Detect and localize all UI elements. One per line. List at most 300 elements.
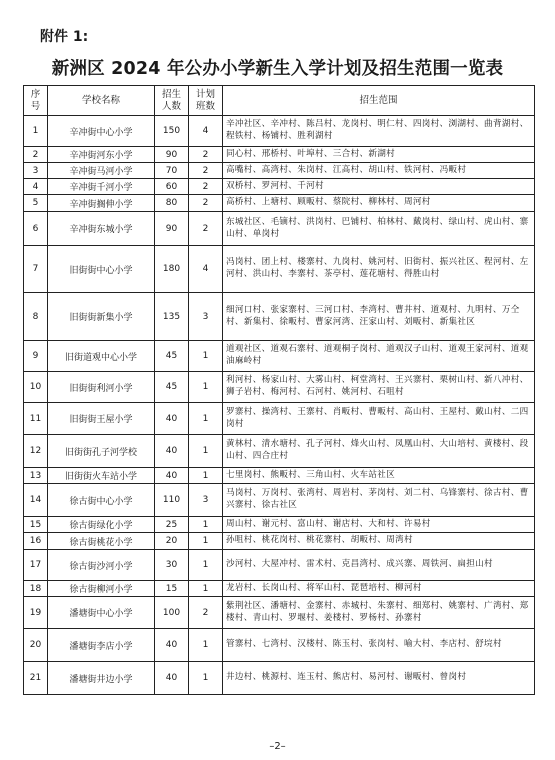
village-list xyxy=(226,559,493,569)
village-name: 细河口村 xyxy=(226,304,262,315)
village-name: 罗寨村 xyxy=(226,406,253,417)
row-number: 18 xyxy=(24,581,48,597)
row-number: 8 xyxy=(24,293,48,341)
village-name: 冯岗村 xyxy=(226,257,253,268)
village-name: 、 程铁村 xyxy=(226,119,529,141)
village-list xyxy=(226,197,431,207)
village-list xyxy=(226,672,466,682)
student-count: 30 xyxy=(155,550,189,581)
village-name: 双桥村 xyxy=(226,180,253,191)
village-name: 、 刘二村 xyxy=(395,488,431,498)
village-list xyxy=(226,375,529,397)
class-count: 2 xyxy=(189,212,223,246)
village-name: 、 道观王家河村 xyxy=(440,344,502,354)
village-name: 、 姜楼村 xyxy=(315,613,351,623)
row-number: 17 xyxy=(24,550,48,581)
village-list xyxy=(226,407,529,429)
village-name: 、 张湾村 xyxy=(288,488,324,498)
village-list xyxy=(226,149,395,159)
village-name: 、 三合村 xyxy=(324,149,360,159)
class-count: 1 xyxy=(189,550,223,581)
village-name: 、 细郑村 xyxy=(404,601,440,611)
class-count: 1 xyxy=(189,581,223,597)
class-count: 1 xyxy=(189,403,223,435)
village-name: 、 戴山村 xyxy=(466,407,502,417)
village-name: 、 胜利湖村 xyxy=(288,131,332,141)
student-count: 180 xyxy=(155,246,189,293)
village-name: 、 曹兴寨村 xyxy=(226,488,529,510)
row-number: 11 xyxy=(24,403,48,435)
village-name: 、 三角山村 xyxy=(297,470,341,480)
table-row xyxy=(24,293,535,341)
school-name: 徐古街中心小学 xyxy=(48,484,155,517)
village-name: 、 曾岗村 xyxy=(431,672,467,682)
header-students-line1: 招生 xyxy=(161,88,181,100)
village-name: 、 茅岗村 xyxy=(359,488,395,498)
village-name: 、 刘畈村 xyxy=(395,317,431,327)
table-row xyxy=(24,212,535,246)
village-name: 、 青山村 xyxy=(244,613,280,623)
village-name: 、 大雾山村 xyxy=(297,375,341,385)
header-range: 招生范围 xyxy=(223,86,535,116)
village-name: 道观社区 xyxy=(226,344,262,355)
village-name: 、 李寨村 xyxy=(279,269,315,279)
village-name: 、 桃花岗村 xyxy=(253,535,297,545)
village-name: 、 李湾村 xyxy=(351,305,387,315)
village-name: 、 道观桐子岗村 xyxy=(315,344,377,354)
school-name: 辛冲街东城小学 xyxy=(48,212,155,246)
student-count: 135 xyxy=(155,293,189,341)
class-count: 2 xyxy=(189,147,223,163)
village-name: 、 振兴社区 xyxy=(431,257,475,267)
village-name: 、 明仁村 xyxy=(368,119,404,129)
row-number: 19 xyxy=(24,597,48,629)
student-count: 60 xyxy=(155,179,189,195)
village-name: 、 谢店村 xyxy=(324,519,360,529)
village-list xyxy=(226,119,529,141)
village-name: 、 孔子河村 xyxy=(297,439,341,449)
village-name: 、 朱寨村 xyxy=(368,601,404,611)
village-name: 、 冯畈村 xyxy=(431,165,467,175)
header-students-line2: 人数 xyxy=(161,100,181,112)
table-row xyxy=(24,484,535,517)
class-count: 1 xyxy=(189,341,223,372)
village-list xyxy=(226,639,502,649)
village-name: 、 熊畈村 xyxy=(262,470,298,480)
village-name: 、 柳林村 xyxy=(359,197,395,207)
student-count: 90 xyxy=(155,212,189,246)
village-name: 、 罗堰村 xyxy=(279,613,315,623)
student-count: 40 xyxy=(155,435,189,468)
village-name: 、 大山培村 xyxy=(431,439,475,449)
village-name: 、 江高村 xyxy=(324,165,360,175)
class-count: 2 xyxy=(189,597,223,629)
village-name: 、 巴铺村 xyxy=(333,217,369,227)
admission-range xyxy=(223,484,535,517)
student-count: 40 xyxy=(155,468,189,484)
admission-range xyxy=(223,629,535,662)
village-name: 、 王兴寨村 xyxy=(386,375,430,385)
student-count: 45 xyxy=(155,341,189,372)
admission-range xyxy=(223,212,535,246)
village-name: 、 道观村 xyxy=(422,305,458,315)
student-count: 90 xyxy=(155,147,189,163)
village-list xyxy=(226,601,529,623)
school-name: 辛冲街马河小学 xyxy=(48,163,155,179)
village-name: 、 扁担山村 xyxy=(448,559,492,569)
village-name: 、 辛冲村 xyxy=(262,119,298,129)
village-name: 、 长岗山村 xyxy=(253,583,297,593)
attachment-label: 附件 1: xyxy=(40,29,89,45)
village-name: 、 孙寨村 xyxy=(386,613,422,623)
school-name: 旧街街火车站小学 xyxy=(48,468,155,484)
village-name: 、 喻大村 xyxy=(395,639,431,649)
village-name: 、 四岗村 xyxy=(404,119,440,129)
village-name: 、 周河村 xyxy=(395,197,431,207)
row-number: 20 xyxy=(24,629,48,662)
admission-range xyxy=(223,662,535,695)
village-name: 、 杨家山村 xyxy=(253,375,297,385)
admission-range xyxy=(223,293,535,341)
village-name: 、 万仝村 xyxy=(226,305,520,327)
school-name: 辛冲街千河小学 xyxy=(48,179,155,195)
header-students xyxy=(155,86,189,116)
village-list xyxy=(226,470,395,480)
student-count: 40 xyxy=(155,403,189,435)
admission-range xyxy=(223,403,535,435)
village-name: 、 上塘村 xyxy=(253,197,289,207)
village-name: 、 王屋村 xyxy=(431,407,467,417)
table-row xyxy=(24,403,535,435)
row-number: 1 xyxy=(24,116,48,147)
village-name: 、 绿山村 xyxy=(440,217,476,227)
village-name: 孙咀村 xyxy=(226,535,253,546)
school-name: 徐古街沙河小学 xyxy=(48,550,155,581)
header-row xyxy=(24,86,535,116)
village-name: 、 龙岗村 xyxy=(333,119,369,129)
admission-range xyxy=(223,195,535,212)
village-name: 、 杨铺村 xyxy=(253,131,289,141)
village-name: 、 金寨村 xyxy=(297,601,333,611)
village-name: 高嘴村 xyxy=(226,164,253,175)
admission-range xyxy=(223,533,535,550)
village-name: 、 浏湖村 xyxy=(440,119,476,129)
school-name: 辛冲街搁伸小学 xyxy=(48,195,155,212)
village-name: 紫荆社区 xyxy=(226,600,262,611)
village-name: 、 桃花寨村 xyxy=(297,535,341,545)
table-row xyxy=(24,662,535,695)
table-row xyxy=(24,581,535,597)
row-number: 4 xyxy=(24,179,48,195)
village-name: 、 周铁河 xyxy=(413,559,449,569)
admission-range xyxy=(223,341,535,372)
village-name: 东城社区 xyxy=(226,216,262,227)
village-name: 、 熊店村 xyxy=(324,672,360,682)
village-name: 、 柯堂湾村 xyxy=(342,375,386,385)
village-list xyxy=(226,165,466,175)
student-count: 25 xyxy=(155,517,189,533)
village-name: 、 姚寨村 xyxy=(440,601,476,611)
admission-range xyxy=(223,517,535,533)
school-name: 辛冲街河东小学 xyxy=(48,147,155,163)
village-list xyxy=(226,181,324,191)
village-name: 同心村 xyxy=(226,148,253,159)
village-name: 、 陈玉村 xyxy=(324,639,360,649)
student-count: 40 xyxy=(155,629,189,662)
village-name: 黄林村 xyxy=(226,439,253,450)
village-name: 、 周湾村 xyxy=(377,535,413,545)
student-count: 15 xyxy=(155,581,189,597)
village-name: 、 虎山村 xyxy=(475,217,511,227)
table-row xyxy=(24,468,535,484)
village-name: 、 许易村 xyxy=(395,519,431,529)
village-name: 、 团上村 xyxy=(253,257,289,267)
village-name: 、 徐古村 xyxy=(475,488,511,498)
student-count: 110 xyxy=(155,484,189,517)
village-name: 、 谢畈村 xyxy=(395,672,431,682)
school-name: 辛冲街中心小学 xyxy=(48,116,155,147)
school-name: 徐古街柳河小学 xyxy=(48,581,155,597)
village-name: 利河村 xyxy=(226,375,253,386)
village-name: 、 陈吕村 xyxy=(297,119,333,129)
village-name: 、 徐古社区 xyxy=(253,500,297,510)
village-name: 、 桃源村 xyxy=(253,672,289,682)
class-count: 4 xyxy=(189,246,223,293)
table-row xyxy=(24,246,535,293)
village-name: 、 毛镝村 xyxy=(262,217,298,227)
admission-range xyxy=(223,468,535,484)
village-name: 、 新集社区 xyxy=(431,317,475,327)
class-count: 1 xyxy=(189,372,223,403)
admission-range xyxy=(223,581,535,597)
village-name: 、 寨山村 xyxy=(226,217,529,239)
village-name: 、 三河口村 xyxy=(306,305,350,315)
row-number: 10 xyxy=(24,372,48,403)
village-name: 、 朱岗村 xyxy=(288,165,324,175)
village-name: 、 汉楼村 xyxy=(288,639,324,649)
row-number: 16 xyxy=(24,533,48,550)
village-name: 、 曹家河湾 xyxy=(306,317,350,327)
village-name: 、 潘塘村 xyxy=(262,601,298,611)
village-name: 沙河村 xyxy=(226,559,253,570)
village-name: 、 曹井村 xyxy=(386,305,422,315)
village-name: 、 胡山村 xyxy=(359,165,395,175)
village-name: 、 新八冲村 xyxy=(475,375,519,385)
admission-range xyxy=(223,435,535,468)
village-name: 、 段山村 xyxy=(226,439,529,461)
table-row xyxy=(24,147,535,163)
header-no xyxy=(24,86,48,116)
village-name: 、 周岩村 xyxy=(324,488,360,498)
table-row xyxy=(24,597,535,629)
village-name: 、 肖畈村 xyxy=(324,407,360,417)
header-classes-line2: 班数 xyxy=(195,100,215,112)
village-name: 、 蔡院村 xyxy=(324,197,360,207)
school-name: 潘塘街李店小学 xyxy=(48,629,155,662)
village-name: 、 姚河村 xyxy=(333,387,369,397)
village-name: 、 胡畈村 xyxy=(342,535,378,545)
table-row xyxy=(24,550,535,581)
school-name: 旧街街孔子河学校 xyxy=(48,435,155,468)
village-name: 、 左河村 xyxy=(226,257,529,279)
village-name: 、 七湾村 xyxy=(253,639,289,649)
village-name: 、 梅河村 xyxy=(262,387,298,397)
village-name: 、 连玉村 xyxy=(288,672,324,682)
header-no-line1: 序 xyxy=(30,88,41,100)
village-name: 、 郑楼村 xyxy=(226,601,529,623)
village-list xyxy=(226,535,413,545)
admission-range xyxy=(223,163,535,179)
row-number: 7 xyxy=(24,246,48,293)
admission-range xyxy=(223,372,535,403)
document-title: 新洲区 2024 年公办小学新生入学计划及招生范围一览表 xyxy=(51,59,504,79)
admission-range xyxy=(223,179,535,195)
village-name: 、 顾畈村 xyxy=(288,197,324,207)
village-name: 、 道观油麻岭村 xyxy=(226,344,529,366)
village-name: 周山村 xyxy=(226,518,253,529)
class-count: 1 xyxy=(189,517,223,533)
village-name: 、 操湾村 xyxy=(253,407,289,417)
school-name: 旧街街利河小学 xyxy=(48,372,155,403)
village-name: 、 广湾村 xyxy=(475,601,511,611)
village-name: 、 千河村 xyxy=(288,181,324,191)
village-name: 高桥村 xyxy=(226,197,253,208)
row-number: 21 xyxy=(24,662,48,695)
class-count: 3 xyxy=(189,484,223,517)
village-name: 、 琵琶培村 xyxy=(342,583,386,593)
village-name: 、 旧街村 xyxy=(395,257,431,267)
village-name: 、 柏林村 xyxy=(368,217,404,227)
village-name: 、 将军山村 xyxy=(297,583,341,593)
village-name: 、 赤城村 xyxy=(333,601,369,611)
village-name: 、 曲背湖村 xyxy=(475,119,519,129)
village-name: 、 王寨村 xyxy=(288,407,324,417)
village-name: 、 铁河村 xyxy=(395,165,431,175)
school-name: 徐古街桃花小学 xyxy=(48,533,155,550)
village-name: 、 张岗村 xyxy=(359,639,395,649)
village-name: 、 舒垸村 xyxy=(466,639,502,649)
admission-range xyxy=(223,246,535,293)
village-name: 、 烽火山村 xyxy=(342,439,386,449)
admission-range xyxy=(223,147,535,163)
village-name: 、 石河村 xyxy=(297,387,333,397)
village-name: 、 楼寨村 xyxy=(288,257,324,267)
admission-range xyxy=(223,550,535,581)
school-name: 旧街道观中心小学 xyxy=(48,341,155,372)
village-name: 、 汪家山村 xyxy=(351,317,395,327)
header-classes-line1: 计划 xyxy=(195,88,215,100)
village-name: 、 易河村 xyxy=(359,672,395,682)
row-number: 13 xyxy=(24,468,48,484)
student-count: 45 xyxy=(155,372,189,403)
village-name: 、 程河村 xyxy=(475,257,511,267)
village-name: 、 成兴寨 xyxy=(377,559,413,569)
village-name: 管寨村 xyxy=(226,639,253,650)
village-name: 、 狮子岩村 xyxy=(226,375,529,397)
student-count: 20 xyxy=(155,533,189,550)
village-list xyxy=(226,519,431,529)
village-name: 、 雷术村 xyxy=(297,559,333,569)
school-name: 旧街街新集小学 xyxy=(48,293,155,341)
table-row xyxy=(24,195,535,212)
village-name: 、 戴岗村 xyxy=(404,217,440,227)
header-classes xyxy=(189,86,223,116)
village-name: 、 曹畈村 xyxy=(359,407,395,417)
village-name: 、 新集村 xyxy=(235,317,271,327)
village-name: 、 姚河村 xyxy=(359,257,395,267)
admission-range xyxy=(223,116,535,147)
admission-plan-table xyxy=(23,85,535,695)
village-name: 、 柳河村 xyxy=(386,583,422,593)
village-list xyxy=(226,488,529,510)
village-name: 、 富山村 xyxy=(288,519,324,529)
class-count: 2 xyxy=(189,195,223,212)
village-name: 、 清水塘村 xyxy=(253,439,297,449)
village-name: 辛冲社区 xyxy=(226,119,262,130)
row-number: 15 xyxy=(24,517,48,533)
village-name: 、 茶亭村 xyxy=(315,269,351,279)
student-count: 70 xyxy=(155,163,189,179)
student-count: 100 xyxy=(155,597,189,629)
village-list xyxy=(226,305,520,327)
village-name: 、 得胜山村 xyxy=(395,269,439,279)
village-name: 、 大和村 xyxy=(359,519,395,529)
village-name: 、 凤凰山村 xyxy=(386,439,430,449)
village-name: 、 高湾村 xyxy=(253,165,289,175)
table-row xyxy=(24,629,535,662)
village-list xyxy=(226,217,529,239)
student-count: 150 xyxy=(155,116,189,147)
row-number: 6 xyxy=(24,212,48,246)
village-list xyxy=(226,257,529,279)
row-number: 12 xyxy=(24,435,48,468)
table-row xyxy=(24,341,535,372)
village-name: 、 四合庄村 xyxy=(244,451,288,461)
student-count: 80 xyxy=(155,195,189,212)
village-name: 、 单岗村 xyxy=(244,229,280,239)
village-name: 、 黄楼村 xyxy=(475,439,511,449)
village-name: 、 罗河村 xyxy=(253,181,289,191)
village-list xyxy=(226,583,422,593)
village-name: 、 乌锋寨村 xyxy=(431,488,475,498)
village-name: 、 徐畈村 xyxy=(271,317,307,327)
village-name: 、 大屋冲村 xyxy=(253,559,297,569)
class-count: 1 xyxy=(189,435,223,468)
village-name: 、 克昌湾村 xyxy=(333,559,377,569)
header-school: 学校名称 xyxy=(48,86,155,116)
village-name: 、 谢元村 xyxy=(253,519,289,529)
village-name: 、 邢桥村 xyxy=(253,149,289,159)
class-count: 2 xyxy=(189,179,223,195)
village-name: 、 万岗村 xyxy=(253,488,289,498)
class-count: 3 xyxy=(189,293,223,341)
school-name: 徐古街绿化小学 xyxy=(48,517,155,533)
village-name: 马岗村 xyxy=(226,488,253,499)
table-row xyxy=(24,163,535,179)
village-name: 、 道观石寨村 xyxy=(262,344,315,354)
class-count: 4 xyxy=(189,116,223,147)
student-count: 40 xyxy=(155,662,189,695)
class-count: 2 xyxy=(189,163,223,179)
school-name: 潘塘街井边小学 xyxy=(48,662,155,695)
village-name: 七里岗村 xyxy=(226,469,262,480)
school-name: 潘塘街中心小学 xyxy=(48,597,155,629)
table-row xyxy=(24,517,535,533)
village-name: 龙岩村 xyxy=(226,582,253,593)
row-number: 9 xyxy=(24,341,48,372)
village-name: 井边村 xyxy=(226,672,253,683)
class-count: 1 xyxy=(189,629,223,662)
